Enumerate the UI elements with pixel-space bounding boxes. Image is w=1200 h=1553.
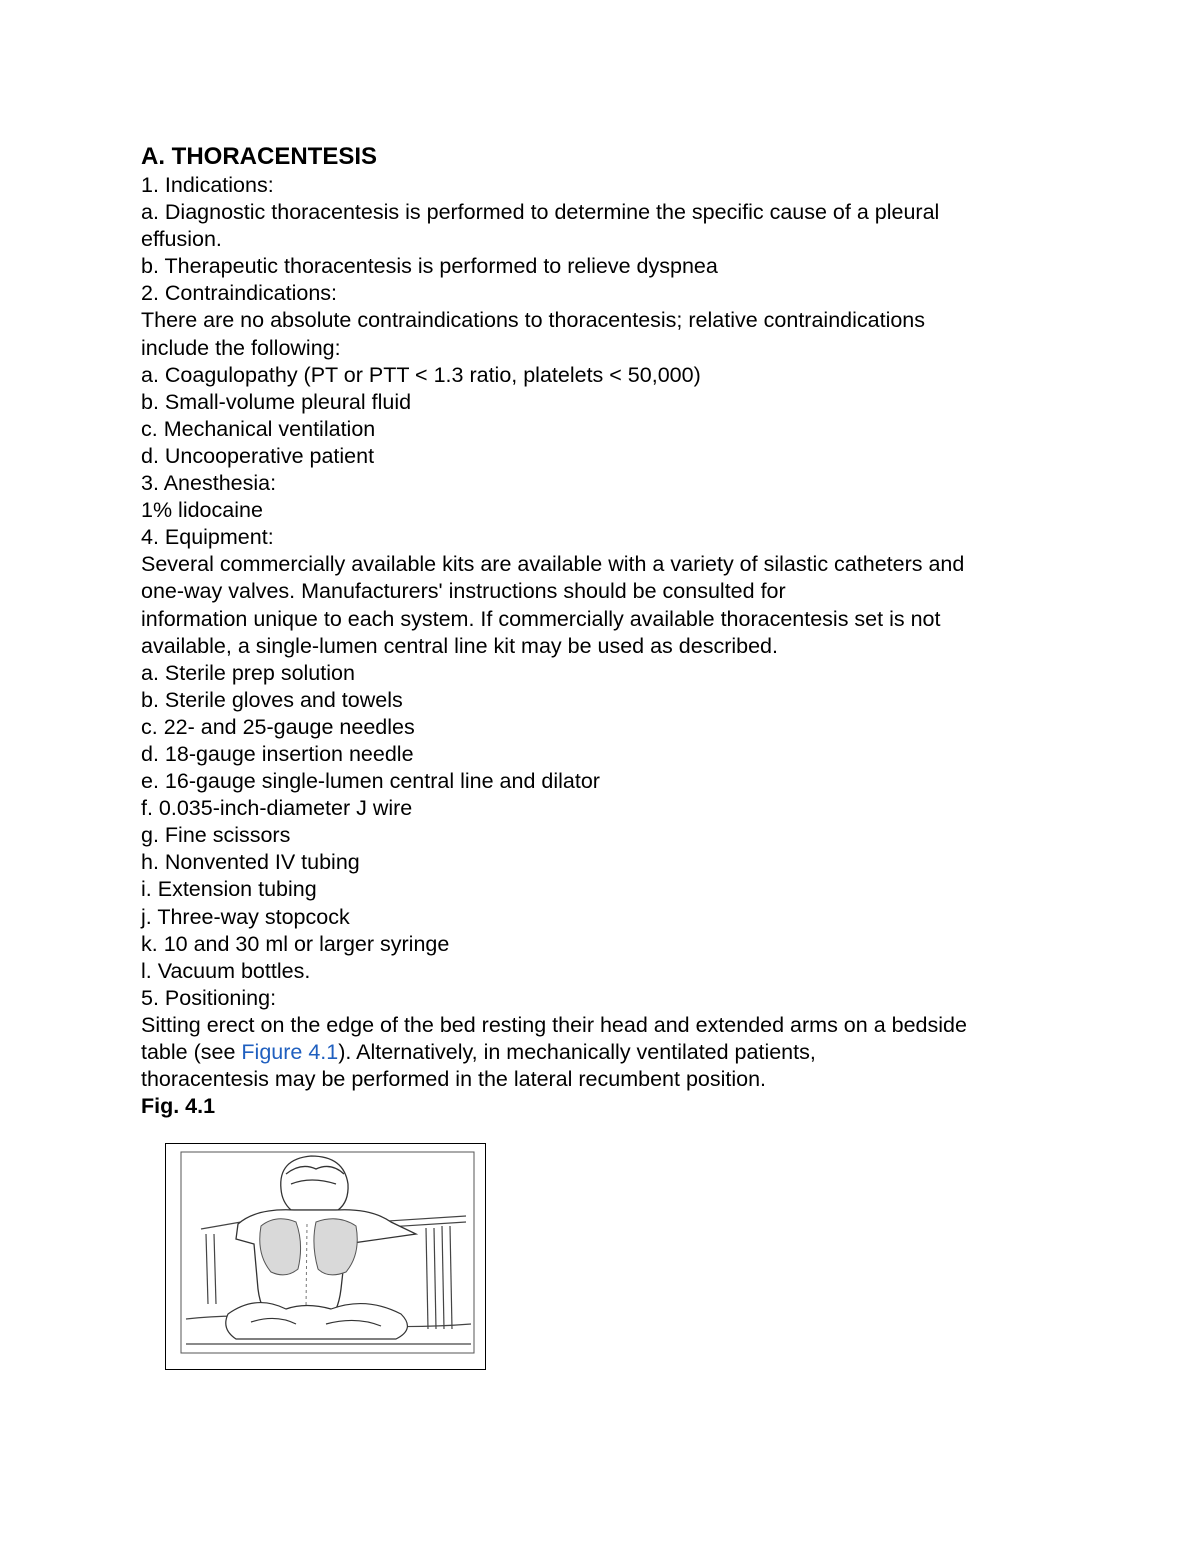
figure-link[interactable]: Figure 4.1: [241, 1040, 339, 1064]
text-line: c. 22- and 25-gauge needles: [141, 714, 415, 739]
text-line: information unique to each system. If commercially available thoracentesis set is not: [141, 606, 941, 631]
text-line: c. Mechanical ventilation: [141, 416, 376, 441]
text-line: k. 10 and 30 ml or larger syringe: [141, 931, 450, 956]
text-line: effusion.: [141, 227, 222, 252]
text-line: 2. Contraindications:: [141, 281, 337, 306]
text-line: d. 18-gauge insertion needle: [141, 741, 414, 766]
page-title: A. THORACENTESIS: [141, 143, 378, 170]
figure-4-1: [165, 1143, 486, 1370]
text-line: b. Therapeutic thoracentesis is performed to relieve dyspnea: [141, 254, 718, 279]
text-line: available, a single-lumen central line kit may be used as described.: [141, 633, 778, 658]
text-line: Sitting erect on the edge of the bed resting their head and extended arms on a bedside: [141, 1012, 967, 1037]
text-line: 1. Indications:: [141, 173, 274, 197]
text-line: b. Sterile gloves and towels: [141, 687, 403, 712]
text-line: f. 0.035-inch-diameter J wire: [141, 796, 413, 821]
text-line: l. Vacuum bottles.: [141, 958, 311, 983]
positioning-text-after: ). Alternatively, in mechanically ventilated patients,: [338, 1040, 816, 1064]
text-line: include the following:: [141, 335, 341, 360]
text-line: g. Fine scissors: [141, 823, 291, 848]
text-line: a. Coagulopathy (PT or PTT < 1.3 ratio, platelets < 50,000): [141, 362, 701, 387]
text-line: i. Extension tubing: [141, 877, 317, 902]
text-line: e. 16-gauge single-lumen central line and dilator: [141, 769, 600, 794]
figure-label: Fig. 4.1: [141, 1094, 216, 1119]
text-line: h. Nonvented IV tubing: [141, 850, 360, 875]
text-line: a. Diagnostic thoracentesis is performed to determine the specific cause of a pleural: [141, 200, 940, 225]
text-lines: [141, 172, 1061, 1039]
text-line: 3. Anesthesia:: [141, 471, 277, 496]
text-line: Several commercially available kits are available with a variety of silastic catheters and: [141, 552, 965, 577]
patient-sketch-illustration: [166, 1144, 484, 1368]
positioning-line-3: thoracentesis may be performed in the lateral recumbent position.: [141, 1067, 767, 1092]
document-body: [141, 142, 1061, 1120]
positioning-text-before: table (see: [141, 1040, 242, 1064]
text-line: 1% lidocaine: [141, 498, 263, 523]
text-line: 4. Equipment:: [141, 525, 274, 550]
text-line: 5. Positioning:: [141, 985, 277, 1010]
text-line: There are no absolute contraindications to thoracentesis; relative contraindications: [141, 308, 926, 333]
positioning-line-2: [141, 1039, 1061, 1066]
text-line: one-way valves. Manufacturers' instructions should be consulted for: [141, 579, 786, 604]
text-line: a. Sterile prep solution: [141, 660, 355, 685]
text-line: d. Uncooperative patient: [141, 443, 375, 468]
text-line: b. Small-volume pleural fluid: [141, 389, 412, 414]
text-line: j. Three-way stopcock: [141, 904, 350, 929]
